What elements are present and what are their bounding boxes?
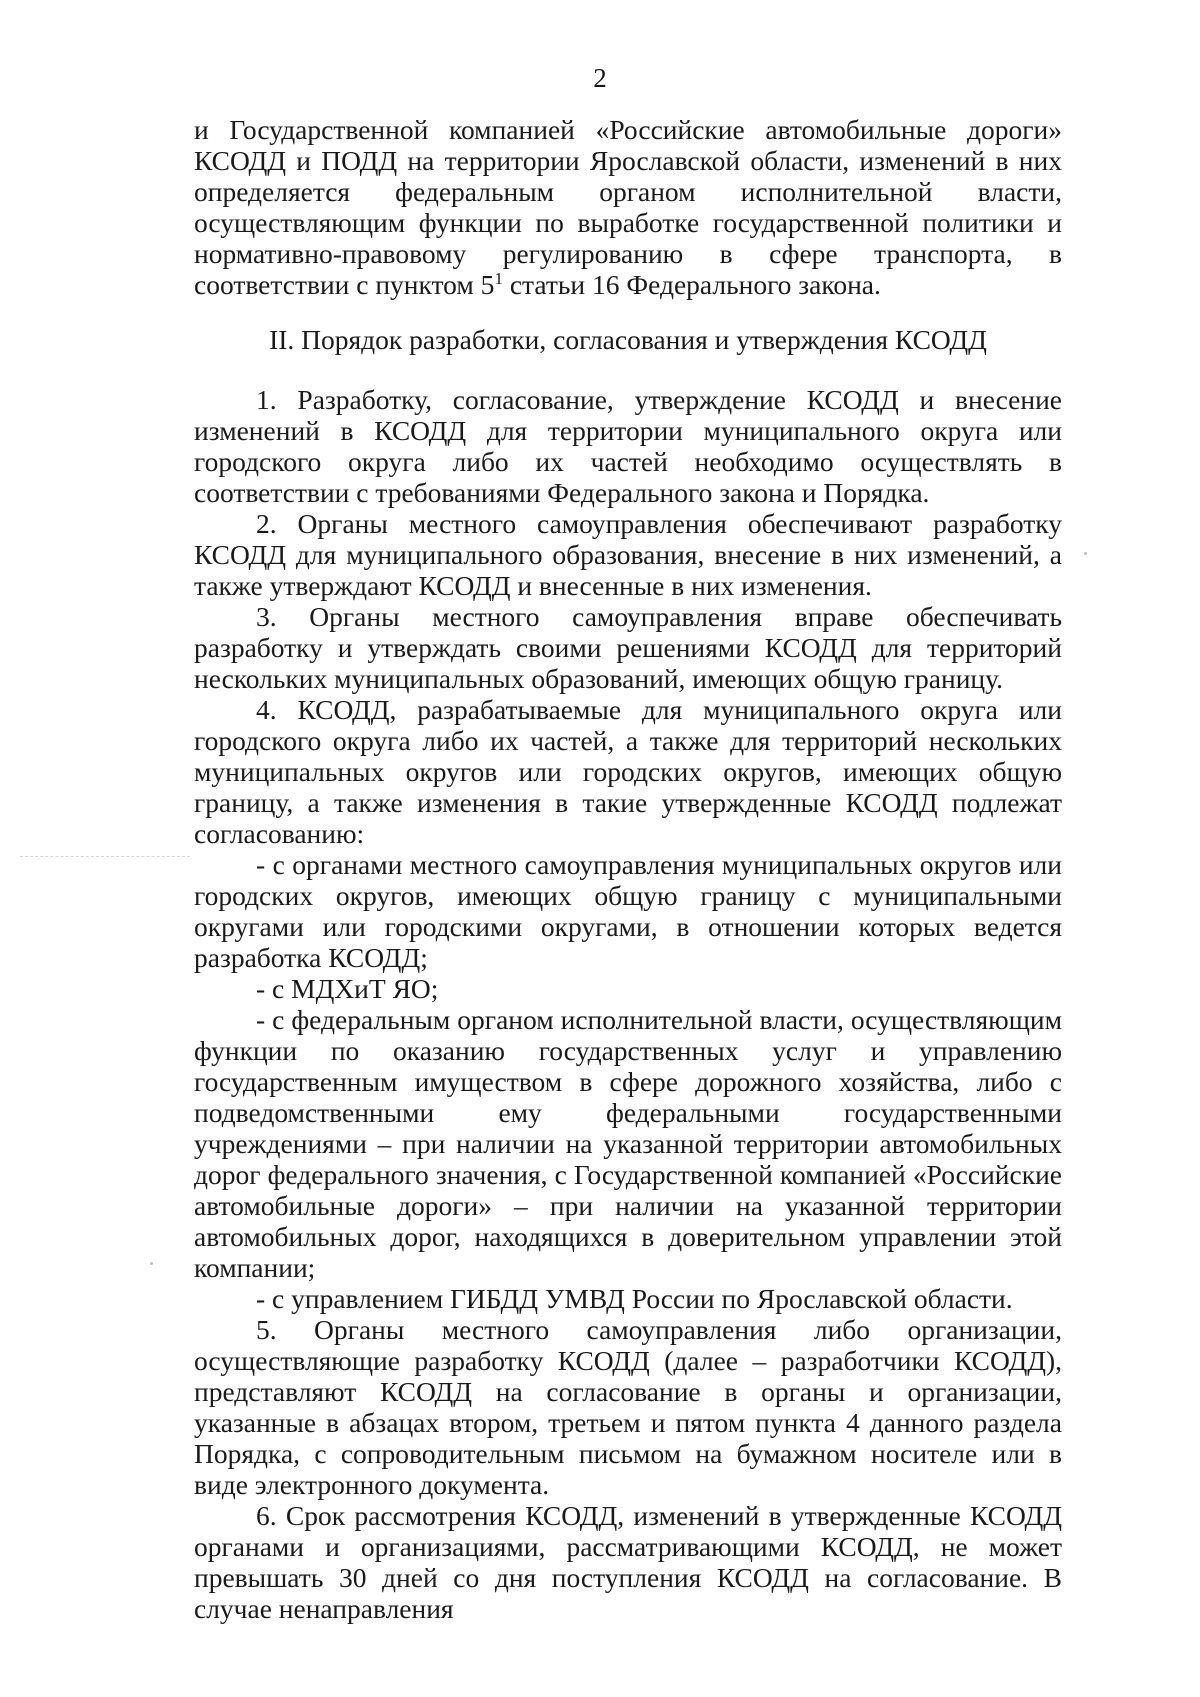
list-item-gibdd: - с управлением ГИБДД УМВД России по Ярославской области.: [256, 1283, 1013, 1314]
paragraph-4: 4. КСОДД, разрабатываемые для муниципального округа или городского округа либо их частей, а также для территорий нескольких муниципальных округов или городских округов, имеющих общую границу, а также изменения в такие утвержденные КСОДД подлежат согласованию:: [194, 694, 1062, 849]
paragraph-3: 3. Органы местного самоуправления вправе обеспечивать разработку и утверждать своими решениями КСОДД для территорий нескольких муниципальных образований, имеющих общую границу.: [194, 601, 1062, 694]
paragraph-6: 6. Срок рассмотрения КСОДД, изменений в утвержденные КСОДД органами и организациями, рассматривающими КСОДД, не может превышать 30 дней со дня поступления КСОДД на согласование. В случае ненаправления: [194, 1500, 1062, 1624]
section-heading-block: [194, 324, 1062, 355]
intro-paragraph: [194, 114, 1062, 300]
intro-text-part2: статьи 16 Федерального закона.: [502, 269, 881, 300]
paragraph-5: 5. Органы местного самоуправления либо организации, осуществляющие разработку КСОДД (далее – разработчики КСОДД), представляют КСОДД на согласование в органы и организации, указанные в абзацах втором, третьем и пятом пункта 4 данного раздела Порядка, с сопроводительным письмом на бумажном носителе или в виде электронного документа.: [194, 1314, 1062, 1500]
list-item-mdkhit: - с МДХиТ ЯО;: [256, 973, 439, 1004]
paragraph-1: 1. Разработку, согласование, утверждение КСОДД и внесение изменений в КСОДД для территории муниципального округа или городского округа либо их частей необходимо осуществлять в соответствии с требованиями Федерального закона и Порядка.: [194, 384, 1062, 508]
superscript: 1: [494, 268, 503, 288]
intro-text: [194, 114, 1062, 300]
scan-artifact-dot: [1084, 552, 1087, 555]
scan-artifact-dot: [150, 1262, 153, 1265]
paragraph-2: 2. Органы местного самоуправления обеспечивают разработку КСОДД для муниципального образования, внесение в них изменений, а также утверждают КСОДД и внесенные в них изменения.: [194, 508, 1062, 601]
intro-text-part1: и Государственной компанией «Российские автомобильные дороги» КСОДД и ПОДД на территории Ярославской области, изменений в них определяется федеральным органом исполнительной власти, осуществляющим функции по выработке государственной политики и нормативно-правовому регулированию в сфере транспорта, в соответствии с пунктом 5: [194, 114, 1062, 300]
page-number: 2: [593, 63, 607, 93]
scan-artifact-line: [20, 856, 190, 858]
list-item-local-authorities: - с органами местного самоуправления муниципальных округов или городских округов, имеющих общую границу с муниципальными округами или городскими округами, в отношении которых ведется разработка КСОДД;: [194, 849, 1062, 973]
section-heading: II. Порядок разработки, согласования и утверждения КСОДД: [269, 324, 987, 355]
list-item-federal-authority: - с федеральным органом исполнительной власти, осуществляющим функции по оказанию государственных услуг и управлению государственным имуществом в сфере дорожного хозяйства, либо с подведомственными ему федеральными государственными учреждениями – при наличии на указанной территории автомобильных дорог федерального значения, с Государственной компанией «Российские автомобильные дороги» – при наличии на указанной территории автомобильных дорог, находящихся в доверительном управлении этой компании;: [194, 1004, 1062, 1283]
section-body: [194, 384, 1062, 1624]
